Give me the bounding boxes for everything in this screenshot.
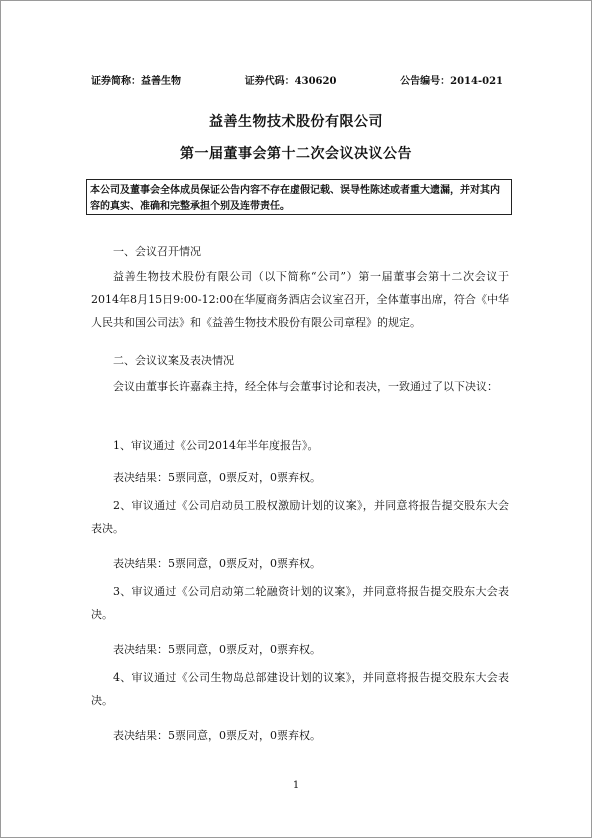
page-number: 1 <box>292 780 300 791</box>
resolution-4: 4、审议通过《公司生物岛总部建设计划的议案》，并同意将报告提交股东大会表决。 <box>91 671 509 707</box>
vote-result-3: 表决结果：5票同意，0票反对，0票弃权。 <box>113 643 321 656</box>
section-2-body: 会议由董事长许嘉森主持，经全体与会董事讨论和表决，一致通过了以下决议： <box>113 380 498 393</box>
vote-result-2: 表决结果：5票同意，0票反对，0票弃权。 <box>113 557 321 570</box>
section-1-heading: 一、会议召开情况 <box>113 245 201 258</box>
document-title: 第一届董事会第十二次会议决议公告 <box>180 146 412 162</box>
document-header <box>91 72 503 87</box>
vote-result-4: 表决结果：5票同意，0票反对，0票弃权。 <box>113 729 321 742</box>
disclaimer-box: 本公司及董事会全体成员保证公告内容不存在虚假记载、误导性陈述或者重大遗漏，并对其内容的真实、准确和完整承担个别及连带责任。 <box>86 179 512 215</box>
vote-result-1: 表决结果：5票同意，0票反对，0票弃权。 <box>113 471 321 484</box>
stock-code: 证券代码：430620 <box>244 76 337 87</box>
company-title: 益善生物技术股份有限公司 <box>209 114 383 130</box>
resolution-2: 2、审议通过《公司启动员工股权激励计划的议案》，并同意将报告提交股东大会表决。 <box>91 499 509 535</box>
notice-number: 公告编号：2014-021 <box>400 76 503 87</box>
stock-short-name: 证券简称：益善生物 <box>91 76 181 87</box>
resolution-3: 3、审议通过《公司启动第二轮融资计划的议案》，并同意将报告提交股东大会表决。 <box>91 585 509 621</box>
section-2-heading: 二、会议议案及表决情况 <box>113 354 234 367</box>
resolution-1: 1、审议通过《公司2014年半年度报告》。 <box>113 439 319 452</box>
section-1-body: 益善生物技术股份有限公司（以下简称“公司”）第一届董事会第十二次会议于2014年8月15日9:00-12:00在华厦商务酒店会议室召开，全体董事出席，符合《中华人民共和国公司法》和《益善生物技术股份有限公司章程》的规定。 <box>91 270 509 329</box>
